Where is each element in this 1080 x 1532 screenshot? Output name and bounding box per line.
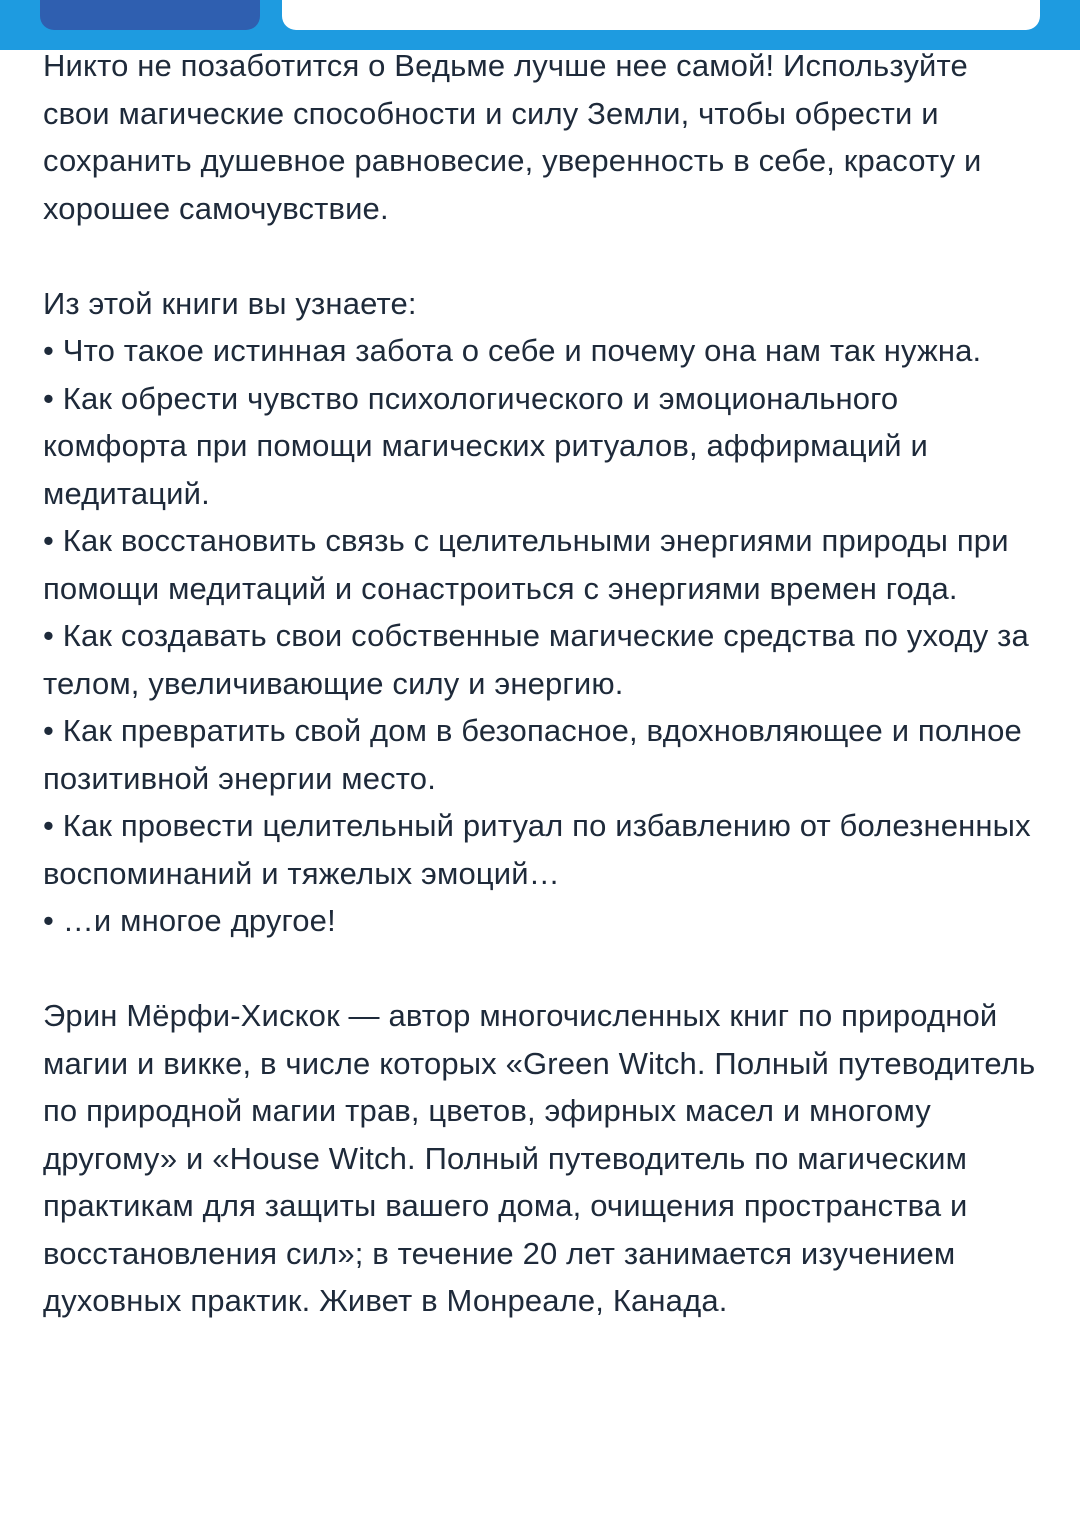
toolbar-field[interactable] [282, 0, 1040, 30]
toolbar-button[interactable] [40, 0, 260, 30]
list-item: • Как превратить свой дом в безопасное, вдохновляющее и полное позитивной энергии место. [43, 713, 1022, 796]
list-item: • …и многое другое! [43, 903, 336, 938]
learn-heading: Из этой книги вы узнаете: [43, 285, 417, 321]
list-item: • Как восстановить связь с целительными энергиями природы при помощи медитаций и сонастроиться с энергиями времен года. [43, 523, 1009, 606]
spacer [43, 232, 1043, 280]
list-item: • Как провести целительный ритуал по избавлению от болезненных воспоминаний и тяжелых эмоций… [43, 808, 1031, 891]
book-description [43, 42, 1043, 1325]
intro-paragraph: Никто не позаботится о Ведьме лучше нее самой! Используйте свои магические способности и силу Земли, чтобы обрести и сохранить душевное равновесие, уверенность в себе, красоту и хорошее самочувствие. [43, 48, 982, 226]
author-bio: Эрин Мёрфи-Хискок — автор многочисленных книг по природной магии и викке, в числе которых «Green Witch. Полный путеводитель по природной магии трав, цветов, эфирных масел и многому другому» и «House Witch. Полный путеводитель по магическим практикам для защиты вашего дома, очищения пространства и восстановления сил»; в течение 20 лет занимается изучением духовных практик. Живет в Монреале, Канада. [43, 998, 1036, 1318]
list-item: • Как создавать свои собственные магические средства по уходу за телом, увеличивающие силу и энергию. [43, 618, 1029, 701]
spacer [43, 945, 1043, 993]
list-item: • Как обрести чувство психологического и эмоционального комфорта при помощи магических ритуалов, аффирмаций и медитаций. [43, 380, 929, 511]
list-item: • Что такое истинная забота о себе и почему она нам так нужна. [43, 333, 982, 368]
